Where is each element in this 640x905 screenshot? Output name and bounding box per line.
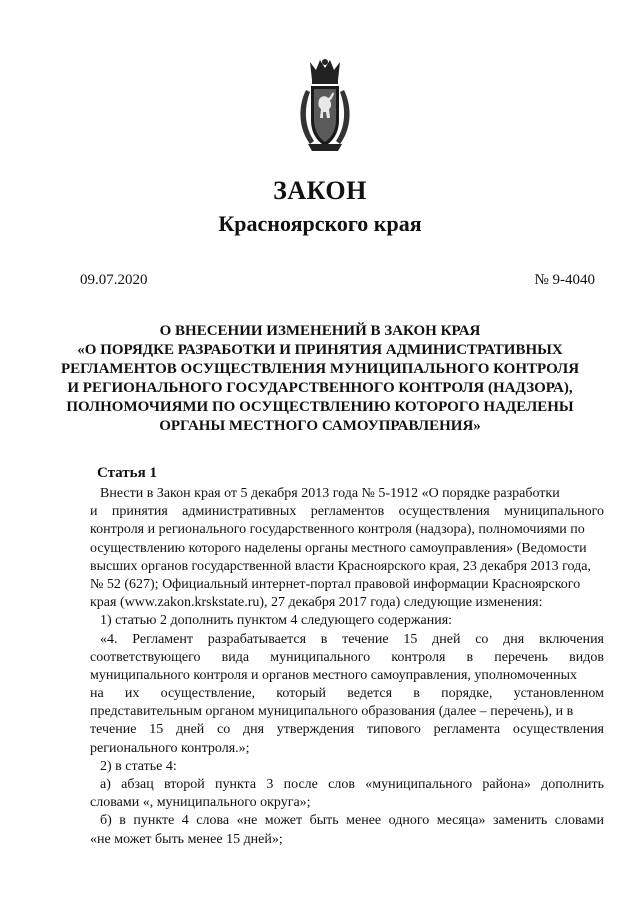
body-line: 2) в статье 4: <box>100 758 177 774</box>
heading-line: И РЕГИОНАЛЬНОГО ГОСУДАРСТВЕННОГО КОНТРОЛЯ (НАДЗОРА), <box>67 380 573 396</box>
article-title: Статья 1 <box>97 465 157 481</box>
body-line: «4. Регламент разрабатывается в течение 15 дней со дня включения <box>100 631 604 647</box>
heading-line: ОРГАНЫ МЕСТНОГО САМОУПРАВЛЕНИЯ» <box>159 418 481 434</box>
body-line: словами «, муниципального округа»; <box>90 795 311 811</box>
body-line: «не может быть менее 15 дней»; <box>90 831 283 847</box>
document-title: ЗАКОН <box>273 176 367 205</box>
heading-line: РЕГЛАМЕНТОВ ОСУЩЕСТВЛЕНИЯ МУНИЦИПАЛЬНОГО КОНТРОЛЯ <box>60 361 580 377</box>
body-line: контроля и регионального государственного контроля (надзора), полномочиями по <box>90 522 585 538</box>
document-subtitle: Красноярского края <box>218 211 422 236</box>
body-line: высших органов государственной власти Красноярского края, 23 декабря 2013 года, <box>90 558 591 574</box>
body-line: Внести в Закон края от 5 декабря 2013 года № 5-1912 «О порядке разработки <box>100 486 560 501</box>
krasnoyarsk-coat-of-arms-icon <box>296 56 354 156</box>
heading-line: О ВНЕСЕНИИ ИЗМЕНЕНИЙ В ЗАКОН КРАЯ <box>159 323 481 339</box>
body-line: на их осуществление, который ведется в порядке, установленном <box>90 686 604 702</box>
law-heading <box>60 322 580 436</box>
body-line: № 52 (627); Официальный интернет-портал правовой информации Красноярского <box>90 576 581 592</box>
document-date: 09.07.2020 <box>80 272 148 288</box>
body-line: представительным органом муниципального образования (далее – перечень), и в <box>90 704 574 720</box>
heading-line: ПОЛНОМОЧИЯМИ ПО ОСУЩЕСТВЛЕНИЮ КОТОРОГО НАДЕЛЕНЫ <box>66 399 574 415</box>
body-line: б) в пункте 4 слова «не может быть менее одного месяца» заменить словами <box>100 813 604 829</box>
body-line: а) абзац второй пункта 3 после слов «муниципального района» дополнить <box>100 777 604 792</box>
document-number: № 9-4040 <box>534 272 595 288</box>
body-line: соответствующего вида муниципального контроля в перечень видов <box>90 649 604 665</box>
body-line: осуществлению которого наделены органы местного самоуправления» (Ведомости <box>90 540 587 556</box>
body-line: регионального контроля.»; <box>90 740 250 756</box>
body-line: муниципального контроля и органов местного самоуправления, уполномоченных <box>90 667 578 683</box>
body-line: и принятия административных регламентов осуществления муниципального <box>90 504 604 520</box>
body-line: края (www.zakon.krskstate.ru), 27 декабря 2017 года) следующие изменения: <box>90 595 543 611</box>
body-line: 1) статью 2 дополнить пунктом 4 следующего содержания: <box>100 613 453 629</box>
article-body <box>90 485 604 849</box>
body-line: течение 15 дней со дня утверждения типового регламента осуществления <box>90 722 604 738</box>
heading-line: «О ПОРЯДКЕ РАЗРАБОТКИ И ПРИНЯТИЯ АДМИНИСТРАТИВНЫХ <box>77 342 563 358</box>
